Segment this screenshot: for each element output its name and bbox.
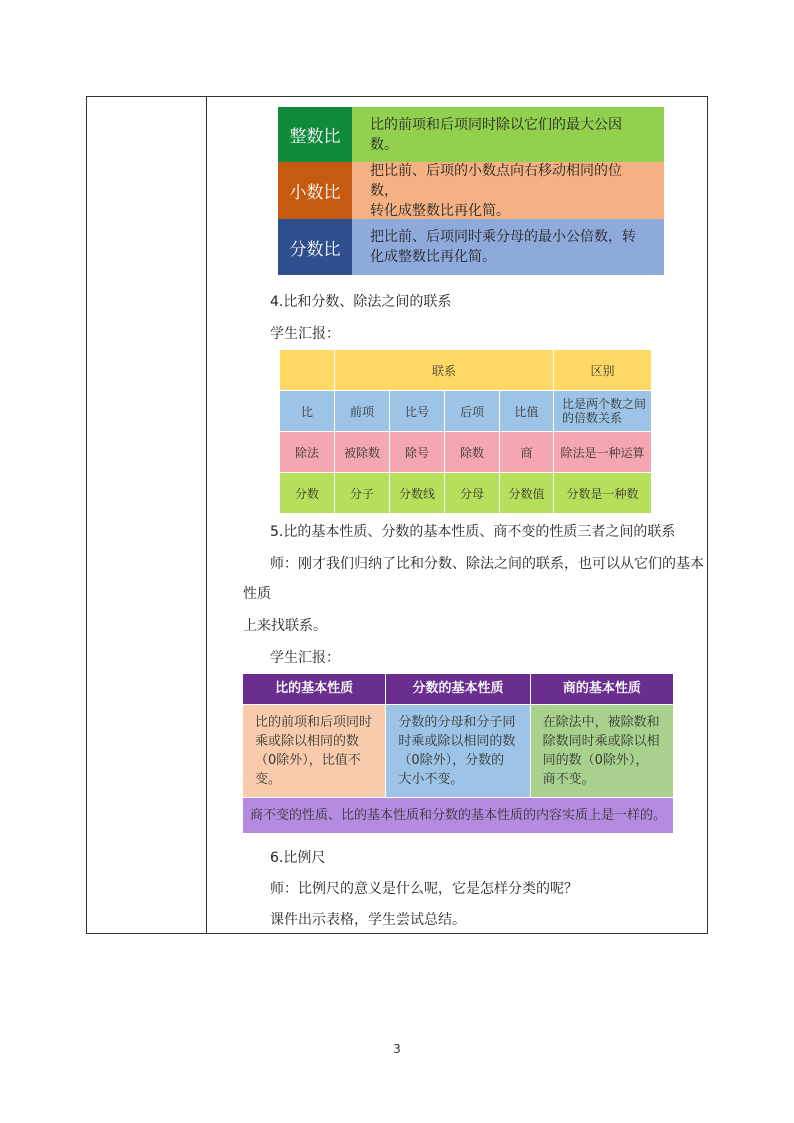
ratio-row-integer [278, 107, 664, 162]
relation-row [280, 432, 652, 473]
ratio-desc [352, 162, 664, 219]
properties-header: 比的基本性质 [243, 674, 386, 705]
property-line: 乘或除以相同的数 [255, 734, 360, 749]
properties-footer-row [243, 798, 674, 834]
quotient-property-cell [530, 705, 673, 798]
courseware-note: 课件出示表格，学生尝试总结。 [270, 912, 466, 928]
teacher-statement-line2: 性质 [243, 586, 271, 602]
relation-cell: 分数线 [390, 473, 445, 514]
relation-cell: 前项 [335, 391, 390, 432]
property-line: 在除法中，被除数和 [542, 715, 660, 730]
student-report-label: 学生汇报： [270, 326, 340, 342]
properties-content-row [243, 705, 674, 798]
relation-cell: 后项 [445, 391, 500, 432]
column-divider [206, 96, 207, 934]
property-line: 同的数（0除外）， [542, 753, 649, 768]
relation-header-link: 联系 [335, 350, 554, 391]
ratio-desc-line: 比的前项和后项同时除以它们的最大公因数。 [370, 116, 622, 153]
teacher-statement-line3: 上来找联系。 [243, 618, 327, 634]
property-line: 商不变。 [542, 772, 595, 787]
ratio-desc [352, 219, 664, 275]
section-5-title: 5.比的基本性质、分数的基本性质、商不变的性质三者之间的联系 [270, 524, 676, 540]
teacher-question: 师：比例尺的意义是什么呢，它是怎样分类的呢？ [270, 881, 578, 897]
relation-table [279, 349, 652, 514]
student-report-label: 学生汇报： [270, 650, 340, 666]
relation-cell: 分子 [335, 473, 390, 514]
relation-cell: 商 [500, 432, 554, 473]
ratio-desc-line: 把比前、后项的小数点向右移动相同的位数， [370, 162, 622, 199]
relation-row [280, 473, 652, 514]
relation-cell: 除数 [445, 432, 500, 473]
ratio-label: 整数比 [278, 107, 352, 162]
page-number: 3 [393, 1042, 401, 1056]
relation-diff: 除法是一种运算 [554, 432, 652, 473]
ratio-row-decimal [278, 162, 664, 219]
ratio-desc-line: 把比前、后项同时乘分母的最小公倍数，转 [370, 229, 636, 245]
relation-cell: 被除数 [335, 432, 390, 473]
ratio-property-cell [243, 705, 386, 798]
property-line: 比的前项和后项同时 [255, 715, 373, 730]
properties-table [242, 673, 674, 834]
relation-row-name: 分数 [280, 473, 335, 514]
property-line: 分数的分母和分子同 [398, 715, 516, 730]
ratio-desc-line: 转化成整数比再化简。 [370, 202, 510, 219]
property-line: 变。 [255, 772, 282, 787]
ratio-desc-line: 化成整数比再化简。 [370, 249, 496, 265]
relation-row-name: 比 [280, 391, 335, 432]
relation-cell: 比值 [500, 391, 554, 432]
relation-cell: 比号 [390, 391, 445, 432]
properties-header: 商的基本性质 [530, 674, 673, 705]
ratio-row-fraction [278, 219, 664, 275]
ratio-desc [352, 107, 664, 162]
properties-header: 分数的基本性质 [386, 674, 530, 705]
ratio-label: 小数比 [278, 162, 352, 219]
relation-header-blank [280, 350, 335, 391]
relation-cell: 分数值 [500, 473, 554, 514]
relation-row-name: 除法 [280, 432, 335, 473]
fraction-property-cell [386, 705, 530, 798]
property-line: 时乘或除以相同的数 [398, 734, 516, 749]
property-line: 大小不变。 [398, 772, 464, 787]
properties-footer: 商不变的性质、比的基本性质和分数的基本性质的内容实质上是一样的。 [243, 798, 674, 834]
property-line: （0除外），分数的 [398, 753, 505, 768]
section-4-title: 4.比和分数、除法之间的联系 [270, 294, 452, 310]
property-line: 除数同时乘或除以相 [542, 734, 660, 749]
section-6-title: 6.比例尺 [270, 850, 326, 866]
relation-header-row [280, 350, 652, 391]
properties-header-row [243, 674, 674, 705]
relation-diff-line: 比是两个数之间 [562, 397, 647, 411]
relation-diff-line: 的倍数关系 [562, 411, 623, 425]
ratio-label: 分数比 [278, 219, 352, 275]
teacher-statement-line1: 师：刚才我们归纳了比和分数、除法之间的联系，也可以从它们的基本 [270, 556, 704, 572]
relation-row [280, 391, 652, 432]
relation-diff [554, 391, 652, 432]
relation-cell: 分母 [445, 473, 500, 514]
property-line: （0除外），比值不 [255, 753, 361, 768]
relation-header-diff: 区别 [554, 350, 652, 391]
relation-cell: 除号 [390, 432, 445, 473]
relation-diff: 分数是一种数 [554, 473, 652, 514]
